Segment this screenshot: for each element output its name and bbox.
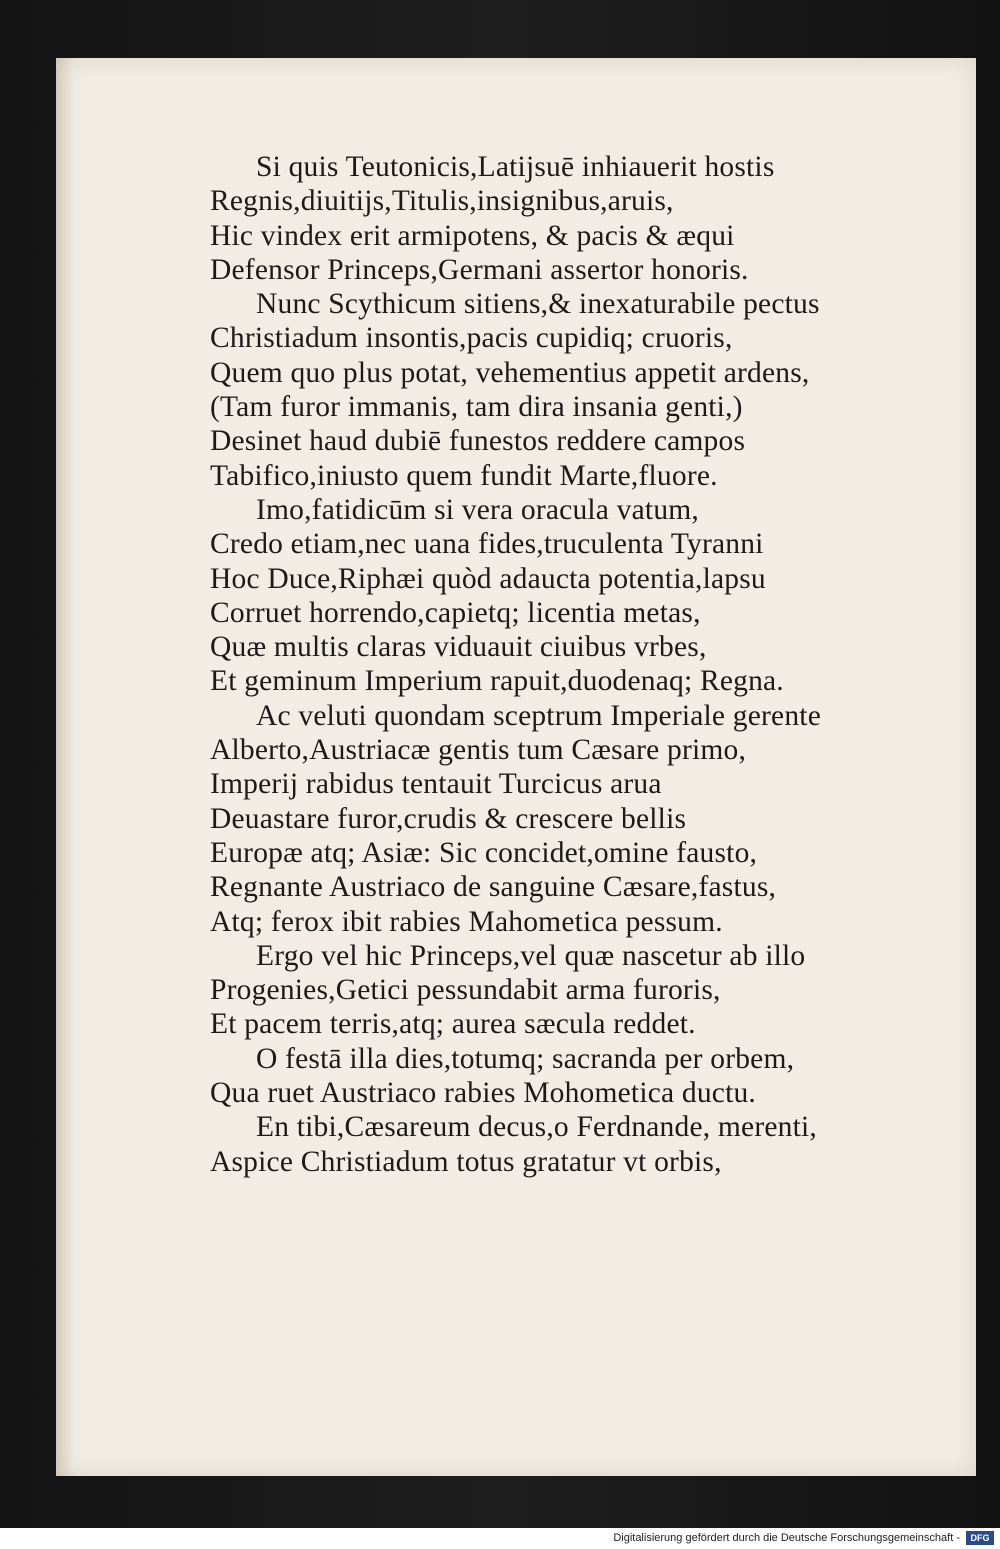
poem-line: Defensor Princeps,Germani assertor honoris. (210, 253, 749, 286)
poem-line: Imperij rabidus tentauit Turcicus arua (210, 768, 662, 801)
poem-line: Imo,fatidicūm si vera oracula vatum, (256, 493, 699, 526)
poem-text (206, 150, 926, 1179)
poem-line: Ergo vel hic Princeps,vel quæ nascetur ab illo (256, 939, 806, 972)
poem-line: Tabifico,iniusto quem fundit Marte,fluore. (210, 459, 718, 492)
poem-line: Atq; ferox ibit rabies Mahometica pessum. (210, 905, 723, 938)
poem-line: Hoc Duce,Riphæi quòd adaucta potentia,lapsu (210, 562, 766, 595)
poem-line: Regnante Austriaco de sanguine Cæsare,fastus, (210, 871, 777, 904)
poem-line: Quæ multis claras viduauit ciuibus vrbes, (210, 631, 707, 664)
poem-line: Europæ atq; Asiæ: Sic concidet,omine fausto, (210, 836, 758, 869)
poem-line: Corruet horrendo,capietq; licentia metas, (210, 596, 701, 629)
poem-line: Et pacem terris,atq; aurea sæcula reddet. (210, 1008, 696, 1041)
poem-line: Aspice Christiadum totus gratatur vt orbis, (210, 1145, 722, 1178)
poem-line: Hic vindex erit armipotens, & pacis & æqui (210, 219, 735, 252)
poem-line: Si quis Teutonicis,Latijsuē inhiauerit hostis (256, 151, 775, 183)
poem-line: En tibi,Cæsareum decus,o Ferdnande, merenti, (256, 1111, 817, 1144)
poem-line: Quem quo plus potat, vehementius appetit ardens, (210, 356, 810, 389)
poem-line: (Tam furor immanis, tam dira insania genti,) (210, 391, 743, 424)
poem-line: Christiadum insontis,pacis cupidiq; cruoris, (210, 322, 733, 355)
digitization-credit: Digitalisierung gefördert durch die Deutsche Forschungsgemeinschaft - (613, 1532, 960, 1544)
poem-line: Deuastare furor,crudis & crescere bellis (210, 802, 687, 835)
poem-line: Regnis,diuitijs,Titulis,insignibus,aruis, (210, 185, 674, 218)
poem-line: Alberto,Austriacæ gentis tum Cæsare primo, (210, 734, 747, 767)
poem-line: O festā illa dies,totumq; sacranda per orbem, (256, 1042, 795, 1075)
poem-line: Desinet haud dubiē funestos reddere campos (210, 425, 746, 458)
poem-line: Et geminum Imperium rapuit,duodenaq; Regna. (210, 665, 784, 698)
poem-line: Credo etiam,nec uana fides,truculenta Tyranni (210, 528, 764, 561)
poem-line: Ac veluti quondam sceptrum Imperiale gerente (256, 699, 821, 732)
page-gutter-shadow (56, 58, 74, 1476)
poem-line: Qua ruet Austriaco rabies Mohometica ductu. (210, 1077, 756, 1110)
poem-line: Nunc Scythicum sitiens,& inexaturabile pectus (256, 288, 820, 321)
dfg-logo: DFG (966, 1531, 994, 1545)
poem-line: Progenies,Getici pessundabit arma furoris, (210, 974, 721, 1007)
